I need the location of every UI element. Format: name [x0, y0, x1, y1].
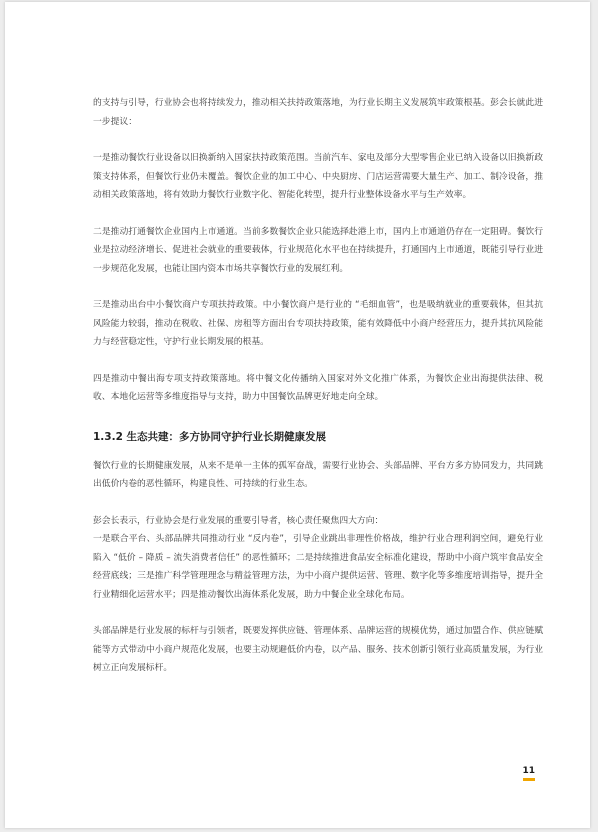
- paragraph-four-directions: 一是联合平台、头部品牌共同推动行业 “反内卷”，引导企业跳出非理性价格战，维护行业合理利润空间，避免行业陷入 “低价 – 降质 – 流失消费者信任” 的恶性循环；二是持续推进食品安全标准化建设，帮助中小商户筑牢食品安全经营底线；三是推广科学管理理念与精益管理方法，为中小商户提供运营、管理、数字化等多维度培训指导，提升全行业精细化运营水平；四是推动餐饮出海体系化发展，助力中餐企业全球化布局。: [93, 534, 543, 600]
- paragraph-leading-brands: 头部品牌是行业发展的标杆与引领者，既要发挥供应链、管理体系、品牌运营的规模优势，通过加盟合作、供应链赋能等方式带动中小商户规范化发展，也要主动规避低价内卷，以产品、服务、技术创新引领行业高质量发展，为行业树立正向发展标杆。: [93, 626, 543, 673]
- section-heading: 1.3.2 生态共建：多方协同守护行业长期健康发展: [93, 430, 327, 443]
- paragraph-policy-support: 的支持与引导，行业协会也将持续发力，推动相关扶持政策落地，为行业长期主义发展筑牢政策根基。彭会长就此进一步提议：: [93, 98, 543, 127]
- paragraph-proposal-small-merchants: 三是推动出台中小餐饮商户专项扶持政策。中小餐饮商户是行业的 “毛细血管”，也是吸纳就业的重要载体，但其抗风险能力较弱，推动在税收、社保、房租等方面出台专项扶持政策，能有效降低中小商户经营压力，提升其抗风险能力与经营稳定性，守护行业长期发展的根基。: [93, 300, 543, 347]
- paragraph-proposal-overseas: 四是推动中餐出海专项支持政策落地。将中餐文化传播纳入国家对外文化推广体系，为餐饮企业出海提供法律、税收、本地化运营等多维度指导与支持，助力中国餐饮品牌更好地走向全球。: [93, 373, 543, 402]
- paragraph-association-role: 彭会长表示，行业协会是行业发展的重要引导者，核心责任聚焦四大方向：: [93, 515, 384, 526]
- document-page: [5, 2, 590, 828]
- paragraph-proposal-equipment: 一是推动餐饮行业设备以旧换新纳入国家扶持政策范围。当前汽车、家电及部分大型零售企业已纳入设备以旧换新政策支持体系，但餐饮行业仍未覆盖。餐饮企业的加工中心、中央厨房、门店运营需要大量生产、加工、制冷设备，推动相关政策落地，将有效助力餐饮行业数字化、智能化转型，提升行业整体设备水平与生产效率。: [93, 153, 543, 200]
- paragraph-proposal-listing: 二是推动打通餐饮企业国内上市通道。当前多数餐饮企业只能选择赴港上市，国内上市通道仍存在一定阻碍。餐饮行业是拉动经济增长、促进社会就业的重要载体，行业规范化水平也在持续提升，打通国内上市通道，既能引导行业进一步规范化发展，也能让国内资本市场共享餐饮行业的发展红利。: [93, 226, 543, 274]
- page-number: 11: [522, 766, 535, 776]
- page-number-accent-bar: [523, 778, 535, 781]
- page-content: [93, 94, 543, 696]
- paragraph-ecosystem-intro: 餐饮行业的长期健康发展，从来不是单一主体的孤军奋战，需要行业协会、头部品牌、平台方多方协同发力，共同跳出低价内卷的恶性循环，构建良性、可持续的行业生态。: [93, 460, 543, 489]
